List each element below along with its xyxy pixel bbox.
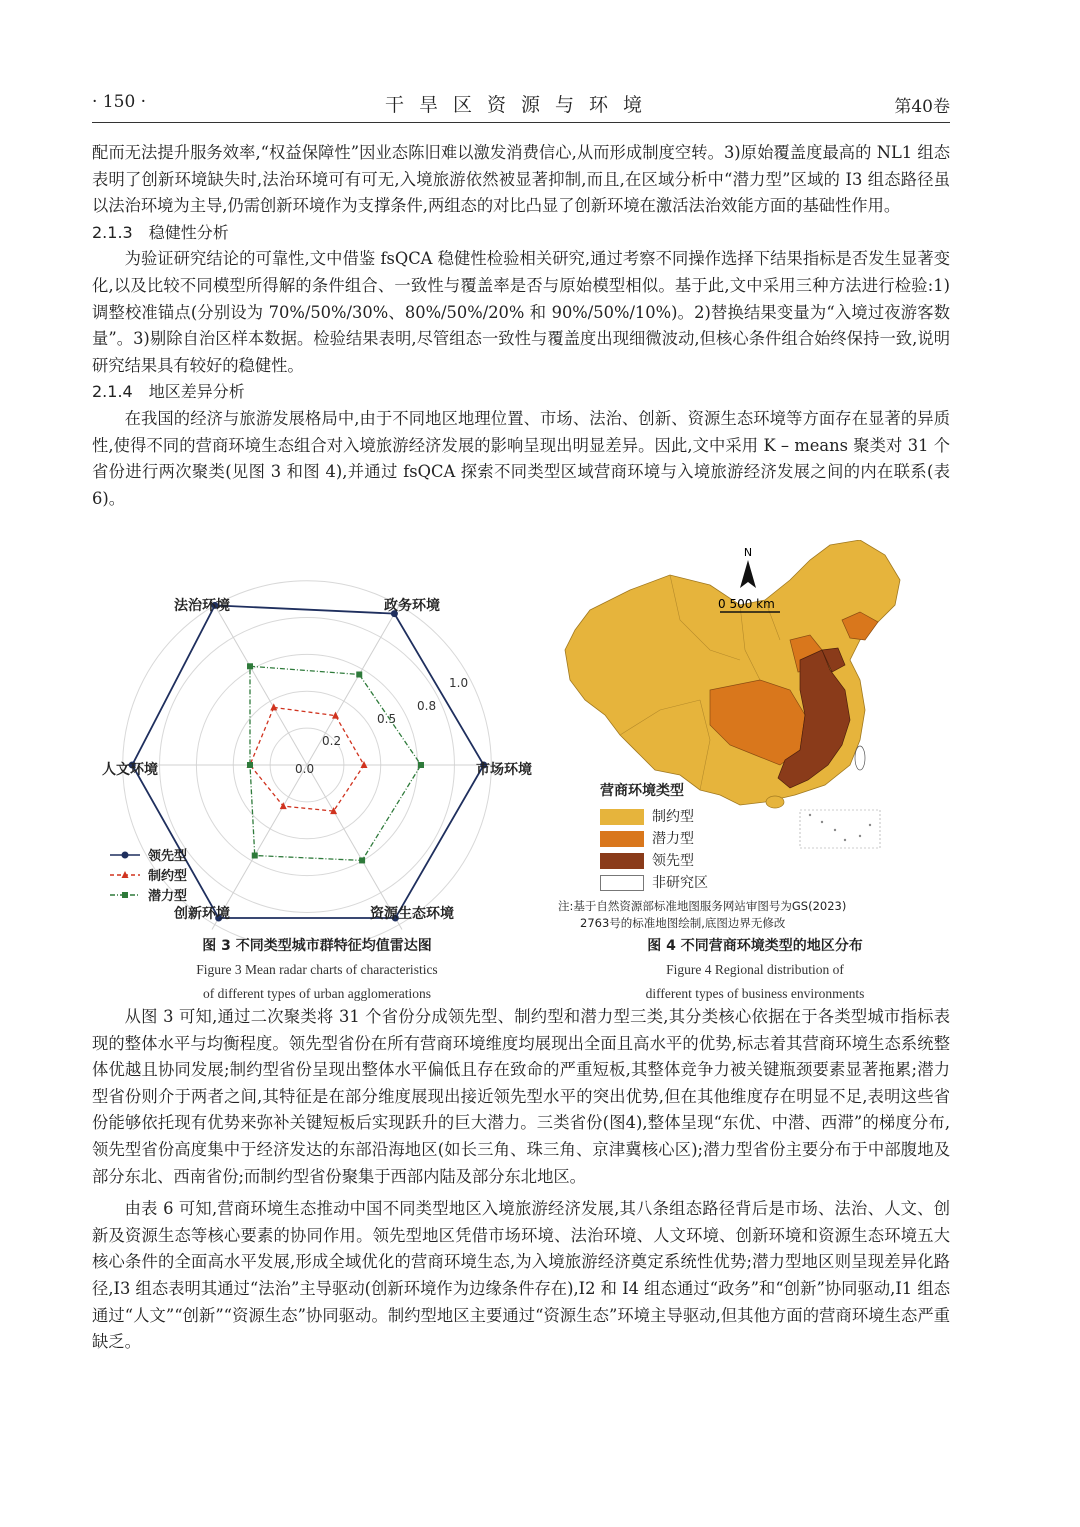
- radar-axis-label: 市场环境: [476, 762, 532, 778]
- radar-series-1: [250, 707, 364, 811]
- radar-axis-label: 创新环境: [174, 906, 230, 922]
- paragraph-regional: 在我国的经济与旅游发展格局中,由于不同地区地理位置、市场、法治、创新、资源生态环境等方面存在显著的异质性,使得不同的营商环境生态组合对入境旅游经济发展的影响呈现出明显差异。因此,文中采用 K – means 聚类对 31 个省份进行两次聚类(见图 3 和图 4),并通过 fsQCA 探索不同类型区域营商环境与入境旅游经济发展之间的内在联系(表 6)。: [92, 408, 950, 508]
- radar-chart: [92, 560, 542, 950]
- legend-item: 非研究区: [600, 872, 708, 892]
- legend-title: 营商环境类型: [600, 783, 684, 799]
- radar-axis-label: 人文环境: [102, 762, 158, 778]
- legend-swatch: [600, 875, 644, 891]
- radar-axis-label: 法治环境: [174, 598, 230, 614]
- section-heading-214: 2.1.4 地区差异分析: [92, 382, 245, 402]
- paragraph-figure-analysis: 从图 3 可知,通过二次聚类将 31 个省份分成领先型、制约型和潜力型三类,其分类核心依据在于各类型城市指标表现的整体水平与均衡程度。领先型省份在所有营商环境维度均展现出全面且高水平的优势,标志着其营商环境生态系统整体优越且协同发展;制约型省份呈现出整体水平偏低且存在致命的严重短板,其整体竞争力被关键瓶颈要素显著拖累;潜力型省份则介于两者之间,其特征是在部分维度展现出接近领先型水平的突出优势,但在其他维度存在明显不足,表明这些省份能够依托现有优势来弥补关键短板后实现跃升的巨大潜力。三类省份(图4),整体呈现“东优、中潜、西滞”的梯度分布,领先型省份高度集中于经济发达的东部沿海地区(如长三角、珠三角、京津冀核心区);潜力型省份主要分布于中部腹地及部分东北、西南省份;而制约型省份聚集于西部内陆及部分东北地区。: [92, 1007, 950, 1186]
- scale-label: 0 500 km: [718, 597, 775, 611]
- radar-point: [270, 703, 277, 710]
- legend-swatch: [600, 831, 644, 847]
- map-note-line2: 2763号的标准地图绘制,底图边界无修改: [580, 916, 786, 930]
- legend-item: 潜力型: [600, 828, 694, 848]
- radar-tick-label: 0.0: [295, 762, 315, 776]
- figure-4-caption-en: [560, 958, 950, 1006]
- radar-legend-label: 潜力型: [148, 889, 188, 904]
- radar-point: [252, 852, 258, 858]
- figure-3-caption-en-line2: of different types of urban agglomerations: [202, 986, 432, 1001]
- radar-point: [356, 672, 362, 678]
- figure-3-caption-en-line1: Figure 3 Mean radar charts of characteristics: [196, 962, 438, 977]
- radar-axis-label: 政务环境: [384, 598, 440, 614]
- figure-3: [92, 560, 542, 950]
- radar-point: [359, 857, 365, 863]
- radar-tick-label: 0.5: [377, 712, 397, 726]
- map-note: [558, 898, 950, 932]
- volume-label: 第40卷: [894, 97, 950, 117]
- north-label: N: [743, 546, 753, 559]
- north-arrow-icon: [740, 560, 756, 588]
- paragraph-table-analysis: 由表 6 可知,营商环境生态推动中国不同类型地区入境旅游经济发展,其八条组态路径背后是市场、法治、人文、创新及资源生态等核心要素的协同作用。领先型地区凭借市场环境、法治环境、人文环境、创新环境和资源生态环境五大核心条件的全面高水平发展,形成全域优化的营商环境生态,为入境旅游经济奠定系统性优势;潜力型地区则呈现差异化路径,I3 组态表明其通过“法治”主导驱动(创新环境作为边缘条件存在),I2 和 I4 组态通过“政务”和“创新”协同驱动,I1 组态通过“人文”“创新”“资源生态”协同驱动。制约型地区主要通过“资源生态”环境主导驱动,但其他方面的营商环境生态严重缺乏。: [92, 1199, 950, 1352]
- figure-4: [560, 540, 950, 940]
- radar-legend-label: 领先型: [148, 849, 188, 864]
- radar-point: [247, 663, 253, 669]
- map-region-constraint: [565, 540, 900, 805]
- radar-legend-marker: [122, 852, 129, 859]
- figure-3-caption-en: [92, 958, 542, 1006]
- map-note-line1: 注:基于自然资源部标准地图服务网站审图号为GS(2023): [558, 899, 847, 913]
- radar-tick-label: 0.8: [417, 699, 437, 713]
- page-number: · 150 ·: [92, 92, 147, 112]
- legend-item: 制约型: [600, 806, 694, 826]
- figure-4-caption-zh: 图 4 不同营商环境类型的地区分布: [647, 938, 863, 954]
- radar-point: [418, 762, 424, 768]
- radar-tick-label: 0.2: [322, 734, 342, 748]
- legend-swatch: [600, 809, 644, 825]
- journal-title: 干旱区资源与环境: [384, 94, 657, 116]
- radar-axis-label: 资源生态环境: [370, 906, 454, 922]
- radar-tick-label: 1.0: [449, 676, 469, 690]
- legend-swatch: [600, 853, 644, 869]
- radar-legend-marker: [122, 892, 128, 898]
- body-text-bottom: [92, 1004, 950, 1356]
- body-text-top: [92, 140, 950, 512]
- legend-item: 领先型: [600, 850, 694, 870]
- paragraph-robustness: 为验证研究结论的可靠性,文中借鉴 fsQCA 稳健性检验相关研究,通过考察不同操作选择下结果指标是否发生显著变化,以及比较不同模型所得解的条件组合、一致性与覆盖率是否与原始模型相似。基于此,文中采用三种方法进行检验:1)调整校准锚点(分别设为 70%/50%/30%、80%/50%/20% 和 90%/50%/10%)。2)替换结果变量为“入境过夜游客数量”。3)剔除自治区样本数据。检验结果表明,尽管组态一致性与覆盖度出现细微波动,但核心条件组合始终保持一致,说明研究结果具有较好的稳健性。: [92, 249, 950, 375]
- section-heading-213: 2.1.3 稳健性分析: [92, 222, 229, 242]
- radar-legend-label: 制约型: [148, 869, 188, 884]
- running-header: [92, 88, 950, 123]
- paragraph-continued: 配而无法提升服务效率,“权益保障性”因业态陈旧难以激发消费信心,从而形成制度空转。3)原始覆盖度最高的 NL1 组态表明了创新环境缺失时,法治环境可有可无,入境旅游依然被显著抑制,而且,在区域分析中“潜力型”区域的 I3 组态路径虽以法治环境为主导,仍需创新环境作为支撑条件,两组态的对比凸显了创新环境在激活法治效能方面的基础性作用。: [92, 143, 950, 216]
- figure-4-caption-en-line1: Figure 4 Regional distribution of: [666, 962, 844, 977]
- radar-point: [247, 762, 253, 768]
- figure-4-caption-en-line2: different types of business environments: [645, 986, 865, 1001]
- radar-point: [280, 802, 287, 809]
- map-legend: [600, 780, 800, 900]
- figure-3-caption-zh: 图 3 不同类型城市群特征均值雷达图: [202, 938, 432, 954]
